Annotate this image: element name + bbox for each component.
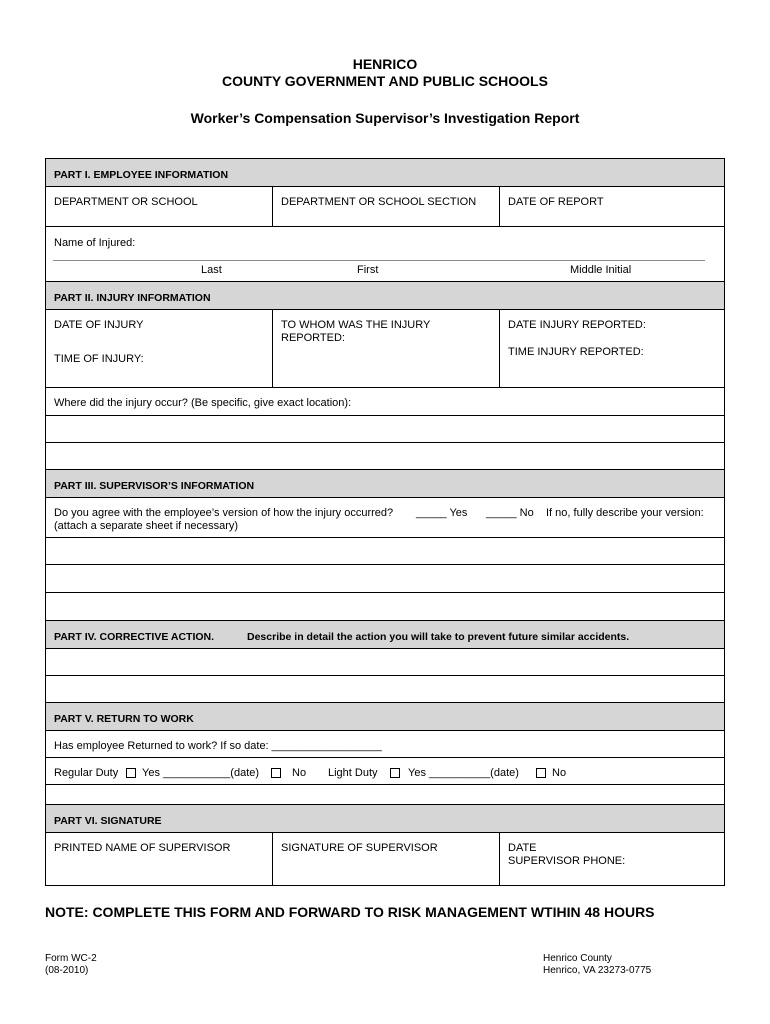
- regular-duty-no-label: No: [292, 767, 307, 779]
- attach-sheet-label: (attach a separate sheet if necessary): [54, 520, 239, 532]
- part5-title: PART V. RETURN TO WORK: [54, 713, 194, 725]
- reported-to-field[interactable]: [272, 310, 499, 387]
- corrective-action-line-2[interactable]: [46, 676, 724, 703]
- date-time-reported-field[interactable]: [499, 310, 724, 387]
- to-whom-label-2: REPORTED:: [281, 332, 345, 344]
- duty-row: [46, 758, 724, 785]
- corrective-action-line-1[interactable]: [46, 649, 724, 676]
- form-revision-date: (08-2010): [45, 965, 89, 976]
- supervisor-phone-label: SUPERVISOR PHONE:: [508, 855, 626, 867]
- injury-location-line-1[interactable]: [46, 416, 724, 443]
- forwarding-note: NOTE: COMPLETE THIS FORM AND FORWARD TO RISK MANAGEMENT WTIHIN 48 HOURS: [45, 904, 655, 920]
- date-of-report-label: DATE OF REPORT: [508, 196, 604, 208]
- signature-date-label: DATE: [508, 842, 537, 854]
- light-duty-label: Light Duty: [328, 767, 378, 779]
- light-duty-no-checkbox[interactable]: [536, 768, 546, 778]
- part3-header: [46, 470, 724, 498]
- light-duty-yes-label: Yes __________(date): [408, 767, 519, 779]
- supervisor-version-line-3[interactable]: [46, 593, 724, 621]
- part2-title: PART II. INJURY INFORMATION: [54, 292, 211, 304]
- dept-school-field[interactable]: [46, 187, 272, 226]
- date-phone-field[interactable]: [499, 833, 724, 886]
- part5-header: [46, 703, 724, 731]
- part4-description: Describe in detail the action you will take to prevent future similar accidents.: [247, 631, 630, 643]
- agree-yes-option[interactable]: _____ Yes: [416, 507, 468, 519]
- part6-title: PART VI. SIGNATURE: [54, 815, 162, 827]
- regular-duty-yes-label: Yes ___________(date): [142, 767, 260, 779]
- printed-name-field[interactable]: [46, 833, 272, 886]
- returned-to-work-label: Has employee Returned to work? If so date: __________________: [54, 740, 382, 752]
- light-duty-yes-checkbox[interactable]: [390, 768, 400, 778]
- dept-section-field[interactable]: [272, 187, 499, 226]
- to-whom-label-1: TO WHOM WAS THE INJURY: [281, 319, 431, 331]
- part4-title: PART IV. CORRECTIVE ACTION.: [54, 631, 215, 643]
- middle-initial-label: Middle Initial: [570, 264, 632, 276]
- first-name-label: First: [357, 264, 379, 276]
- part2-injury-row: [46, 310, 724, 388]
- name-of-injured-label: Name of Injured:: [54, 237, 136, 249]
- time-injury-reported-label: TIME INJURY REPORTED:: [508, 346, 644, 358]
- part2-header: [46, 282, 724, 310]
- return-to-work-blank-row[interactable]: [46, 785, 724, 805]
- date-of-injury-label: DATE OF INJURY: [54, 319, 144, 331]
- part1-title: PART I. EMPLOYEE INFORMATION: [54, 169, 229, 181]
- dept-section-label: DEPARTMENT OR SCHOOL SECTION: [281, 196, 477, 208]
- signature-field[interactable]: [272, 833, 499, 886]
- last-name-label: Last: [201, 264, 222, 276]
- supervisor-version-line-1[interactable]: [46, 538, 724, 565]
- date-of-report-field[interactable]: [499, 187, 724, 226]
- if-no-label: If no, fully describe your version:: [546, 507, 704, 519]
- signature-label: SIGNATURE OF SUPERVISOR: [281, 842, 438, 854]
- dept-school-label: DEPARTMENT OR SCHOOL: [54, 196, 198, 208]
- regular-duty-label: Regular Duty: [54, 767, 119, 779]
- county-name: Henrico County: [543, 953, 612, 964]
- part4-header: [46, 621, 724, 649]
- date-injury-reported-label: DATE INJURY REPORTED:: [508, 319, 646, 331]
- signature-row: [46, 833, 724, 886]
- part3-title: PART III. SUPERVISOR’S INFORMATION: [54, 480, 255, 492]
- part1-dept-row: [46, 187, 724, 227]
- part6-header: [46, 805, 724, 833]
- investigation-form: [45, 158, 725, 886]
- supervisor-version-line-2[interactable]: [46, 565, 724, 593]
- regular-duty-no-checkbox[interactable]: [271, 768, 281, 778]
- report-title: Worker’s Compensation Supervisor’s Investigation Report: [190, 110, 580, 126]
- date-time-injury-field[interactable]: [46, 310, 272, 387]
- address-block: [543, 953, 651, 977]
- form-id: Form WC-2: [45, 953, 97, 964]
- injury-location-line-2[interactable]: [46, 443, 724, 470]
- light-duty-no-label: No: [552, 767, 567, 779]
- time-of-injury-label: TIME OF INJURY:: [54, 353, 144, 365]
- injury-location-field[interactable]: [46, 388, 724, 416]
- agree-no-option[interactable]: _____ No: [486, 507, 534, 519]
- injury-location-label: Where did the injury occur? (Be specific, give exact location):: [54, 397, 352, 409]
- name-of-injured-field[interactable]: [46, 227, 724, 282]
- county-address: Henrico, VA 23273-0775: [543, 965, 652, 976]
- agree-question-label: Do you agree with the employee’s version of how the injury occurred?: [54, 507, 394, 519]
- name-line: [53, 260, 705, 261]
- header-title-henrico: HENRICO: [352, 56, 418, 72]
- header-title-county: COUNTY GOVERNMENT AND PUBLIC SCHOOLS: [222, 73, 548, 89]
- part1-header: [46, 159, 724, 187]
- form-id-block: [45, 953, 97, 977]
- printed-name-label: PRINTED NAME OF SUPERVISOR: [54, 842, 231, 854]
- returned-to-work-field[interactable]: [46, 731, 724, 758]
- regular-duty-yes-checkbox[interactable]: [126, 768, 136, 778]
- agree-question-row: [46, 498, 724, 538]
